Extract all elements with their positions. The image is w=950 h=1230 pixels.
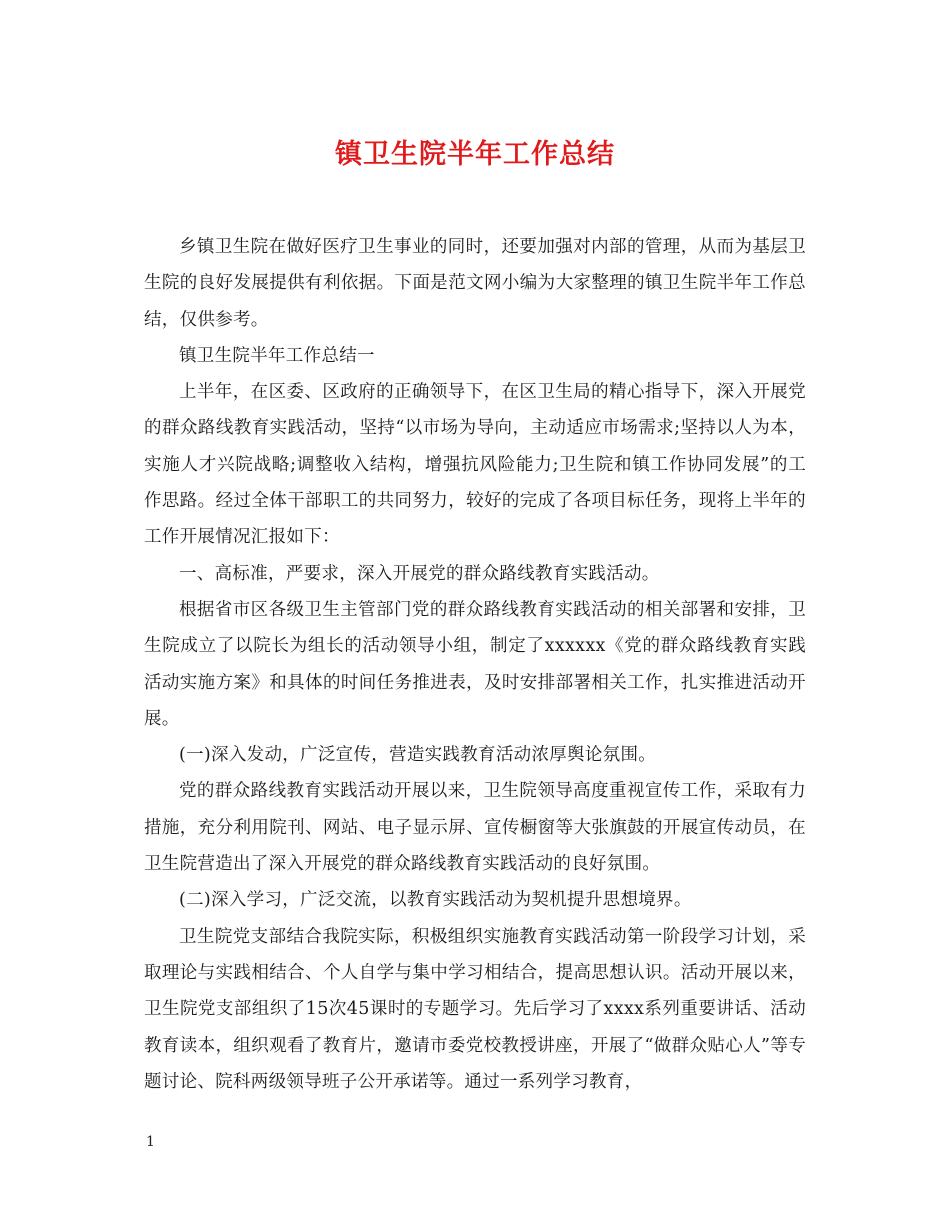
paragraph-deployment: 根据省市区各级卫生主管部门党的群众路线教育实践活动的相关部署和安排，卫生院成立了以院长为组长的活动领导小组，制定了xxxxxx《党的群众路线教育实践活动实施方案》和具体的时间任务推进表，及时安排部署相关工作，扎实推进活动开展。 (144, 599, 806, 729)
paragraph-intro: 乡镇卫生院在做好医疗卫生事业的同时，还要加强对内部的管理，从而为基层卫生院的良好发展提供有利依据。下面是范文网小编为大家整理的镇卫生院半年工作总结，仅供参考。 (144, 237, 806, 330)
page-number: 1 (146, 1134, 155, 1150)
paragraph-study: 卫生院党支部结合我院实际，积极组织实施教育实践活动第一阶段学习计划，采取理论与实践相结合、个人自学与集中学习相结合，提高思想认识。活动开展以来，卫生院党支部组织了15次45课时的专题学习。先后学习了xxxx系列重要讲话、活动教育读本，组织观看了教育片，邀请市委党校教授讲座，开展了“做群众贴心人”等专题讨论、院科两级领导班子公开承诺等。通过一系列学习教育， (144, 926, 806, 1092)
subsection-heading-one: (一)深入发动，广泛宣传，营造实践教育活动浓厚舆论氛围。 (179, 745, 657, 766)
section-heading-one: 一、高标准，严要求，深入开展党的群众路线教育实践活动。 (179, 563, 660, 584)
document-body (144, 229, 806, 1100)
subsection-heading-two: (二)深入学习，广泛交流，以教育实践活动为契机提升思想境界。 (179, 890, 692, 911)
paragraph-publicity: 党的群众路线教育实践活动开展以来，卫生院领导高度重视宣传工作，采取有力措施，充分利用院刊、网站、电子显示屏、宣传橱窗等大张旗鼓的开展宣传动员，在卫生院营造出了深入开展党的群众路线教育实践活动的良好氛围。 (144, 781, 806, 875)
section-heading-summary-one: 镇卫生院半年工作总结一 (179, 345, 375, 366)
paragraph-overview: 上半年，在区委、区政府的正确领导下，在区卫生局的精心指导下，深入开展党的群众路线教育实践活动，坚持“以市场为导向，主动适应市场需求;坚持以人为本，实施人才兴院战略;调整收入结构，增强抗风险能力;卫生院和镇工作协同发展”的工作思路。经过全体干部职工的共同努力，较好的完成了各项目标任务，现将上半年的工作开展情况汇报如下： (144, 382, 806, 548)
document-title: 镇卫生院半年工作总结 (335, 139, 615, 170)
